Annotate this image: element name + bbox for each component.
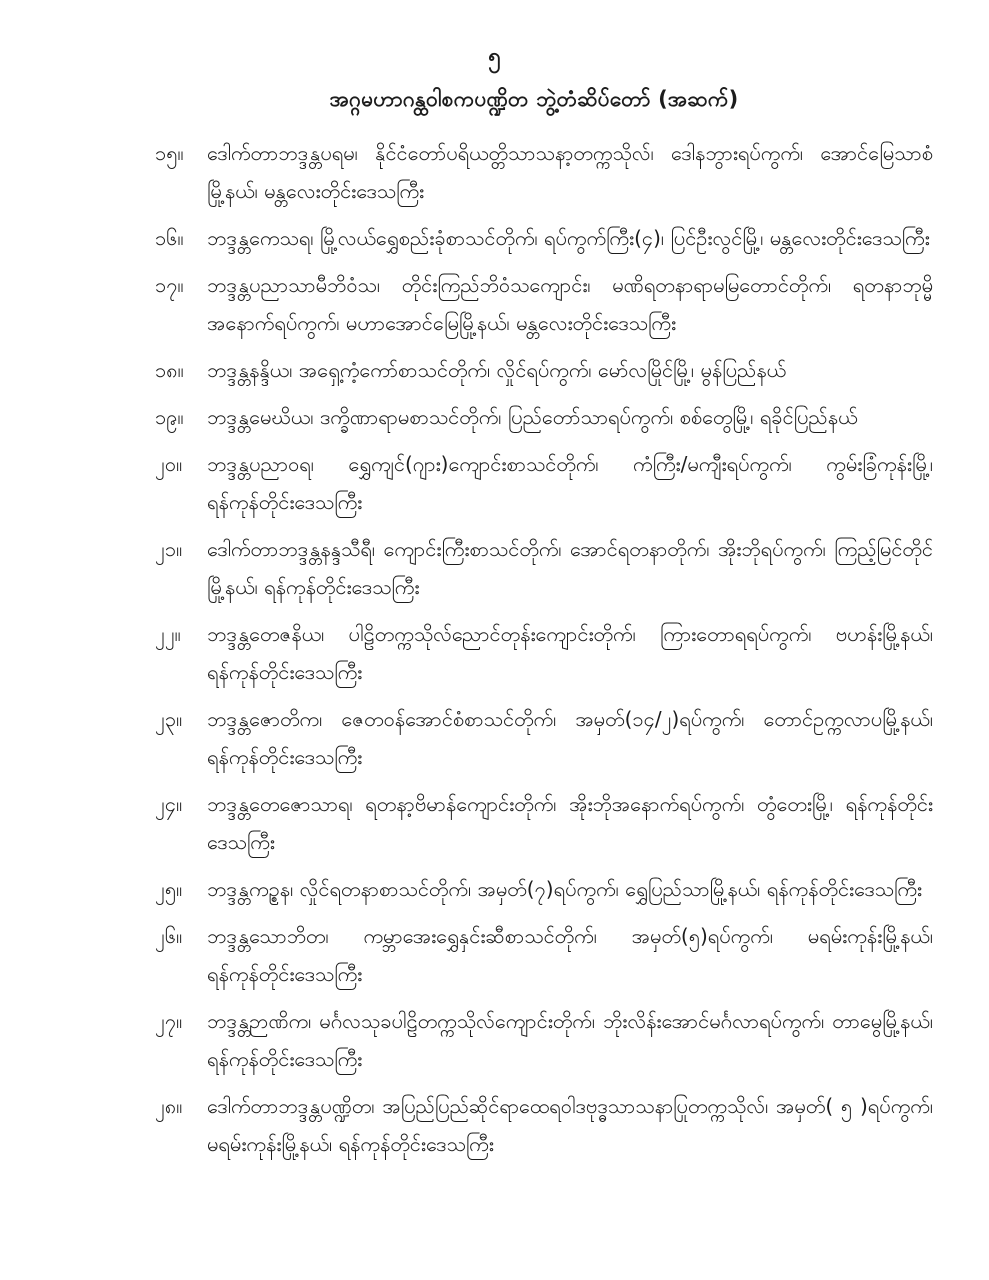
entry-row	[155, 700, 933, 776]
entry-list	[155, 134, 933, 1163]
entry-number: ၂၆။	[155, 923, 183, 948]
entry-row	[155, 615, 933, 691]
entry-row	[155, 219, 933, 257]
entry-row	[155, 1002, 933, 1078]
entry-row	[155, 445, 933, 521]
entry-text: ဘဒ္ဒန္တတေဇနိယ၊ ပါဠိတက္ကသိုလ်ညောင်တုန်းကျောင်းတိုက်၊ ကြားတောရရပ်ကွက်၊ ဗဟန်းမြို့နယ်၊ ရန်ကုန်တိုင်းဒေသကြီး	[207, 621, 933, 684]
entry-text: ဘဒ္ဒန္တနန္ဒိယ၊ အရှေ့ကံ့ကော်စာသင်တိုက်၊ လှိုင်ရပ်ကွက်၊ မော်လမြိုင်မြို့၊ မွန်ပြည်နယ်	[207, 357, 787, 382]
entry-number: ၁၇။	[155, 272, 184, 297]
entry-number: ၂၇။	[155, 1008, 183, 1033]
entry-number: ၁၅။	[155, 140, 184, 165]
entry-number: ၂၃။	[155, 706, 183, 731]
entry-row	[155, 1087, 933, 1163]
entry-row	[155, 785, 933, 861]
entry-row	[155, 398, 933, 436]
entry-number: ၁၉။	[155, 404, 184, 429]
entry-text: ဘဒ္ဒန္တဉာဏိက၊ မင်္ဂလသုခပါဠိတက္ကသိုလ်ကျောင်းတိုက်၊ ဘိုးလိန်းအောင်မင်္ဂလာရပ်ကွက်၊ တာမွေမြို့နယ်၊ ရန်ကုန်တိုင်းဒေသကြီး	[207, 1008, 933, 1071]
entry-text: ဒေါက်တာဘဒ္ဒန္တပရမ၊ နိုင်ငံတော်ပရိယတ္တိသာသနာ့တက္ကသိုလ်၊ ဒေါနဘွားရပ်ကွက်၊ အောင်မြေသာစံမြို့နယ်၊ မန္တလေးတိုင်းဒေသကြီး	[207, 140, 933, 203]
entry-text: ဘဒ္ဒန္တတေဇောသာရ၊ ရတနာ့ဗိမာန်ကျောင်းတိုက်၊ အိုးဘိုအနောက်ရပ်ကွက်၊ တွံတေးမြို့၊ ရန်ကုန်တိုင်းဒေသကြီး	[207, 791, 933, 854]
entry-text: ဘဒ္ဒန္တကေသရ၊ မြို့လယ်ရွှေစည်းခုံစာသင်တိုက်၊ ရပ်ကွက်ကြီး(၄)၊ ပြင်ဦးလွင်မြို့၊ မန္တလေးတိုင်းဒေသကြီး	[207, 225, 930, 250]
entry-row	[155, 917, 933, 993]
entry-text: ဘဒ္ဒန္တမေဃိယ၊ ဒက္ခိဏာရာမစာသင်တိုက်၊ ပြည်တော်သာရပ်ကွက်၊ စစ်တွေမြို့၊ ရခိုင်ပြည်နယ်	[207, 404, 858, 429]
entry-number: ၁၈။	[155, 357, 184, 382]
entry-number: ၂၂။	[155, 621, 181, 646]
entry-row	[155, 134, 933, 210]
entry-text: ဘဒ္ဒန္တကဉ္စန၊ လှိုင်ရတနာစာသင်တိုက်၊ အမှတ်(၇)ရပ်ကွက်၊ ရွှေပြည်သာမြို့နယ်၊ ရန်ကုန်တိုင်းဒေသကြီး	[207, 876, 922, 901]
entry-text: ဘဒ္ဒန္တဇောတိက၊ ဇေတဝန်အောင်စံစာသင်တိုက်၊ အမှတ်(၁၄/၂)ရပ်ကွက်၊ တောင်ဥက္ကလာပမြို့နယ်၊ ရန်ကုန်တိုင်းဒေသကြီး	[207, 706, 933, 769]
page-number: ၅	[488, 44, 501, 69]
entry-text: ဘဒ္ဒန္တပညာဝရ၊ ရွှေကျင်(ဂျား)ကျောင်းစာသင်တိုက်၊ ကံကြီး/မကျီးရပ်ကွက်၊ ကွမ်းခြံကုန်းမြို့၊ ရန်ကုန်တိုင်းဒေသကြီး	[207, 451, 933, 514]
entry-number: ၂၅။	[155, 876, 183, 901]
entry-number: ၂၁။	[155, 536, 183, 561]
entry-row	[155, 870, 933, 908]
entry-number: ၁၆။	[155, 225, 184, 250]
entry-text: ဒေါက်တာဘဒ္ဒန္တနန္ဒသီရီ၊ ကျောင်းကြီးစာသင်တိုက်၊ အောင်ရတနာတိုက်၊ အိုးဘိုရပ်ကွက်၊ ကြည့်မြင်တိုင်မြို့နယ်၊ ရန်ကုန်တိုင်းဒေသကြီး	[207, 536, 933, 599]
entry-text: ဘဒ္ဒန္တသောဘိတ၊ ကမ္ဘာအေးရွှေနှင်းဆီစာသင်တိုက်၊ အမှတ်(၅)ရပ်ကွက်၊ မရမ်းကုန်းမြို့နယ်၊ ရန်ကုန်တိုင်းဒေသကြီး	[207, 923, 933, 986]
document-title: အဂ္ဂမဟာဂန္ထဝါစကပဏ္ဍိတ ဘွဲ့တံဆိပ်တော် (အဆက်)	[329, 87, 739, 112]
entry-text: ဘဒ္ဒန္တပညာသာမီဘိဝံသ၊ တိုင်းကြည်ဘိဝံသကျောင်း၊ မဏိရတနာရာမမြတောင်တိုက်၊ ရတနာဘုမ္မိအနောက်ရပ်ကွက်၊ မဟာအောင်မြေမြို့နယ်၊ မန္တလေးတိုင်းဒေသကြီး	[207, 272, 933, 335]
entry-row	[155, 266, 933, 342]
entry-row	[155, 351, 933, 389]
entry-number: ၂၀။	[155, 451, 183, 476]
entry-number: ၂၄။	[155, 791, 183, 816]
entry-row	[155, 530, 933, 606]
entry-number: ၂၈။	[155, 1093, 183, 1118]
entry-text: ဒေါက်တာဘဒ္ဒန္တပဏ္ဍိတ၊ အပြည်ပြည်ဆိုင်ရာထေရဝါဒဗုဒ္ဓသာသနာပြုတက္ကသိုလ်၊ အမှတ်( ၅ )ရပ်ကွက်၊ မရမ်းကုန်းမြို့နယ်၊ ရန်ကုန်တိုင်းဒေသကြီး	[207, 1093, 933, 1156]
